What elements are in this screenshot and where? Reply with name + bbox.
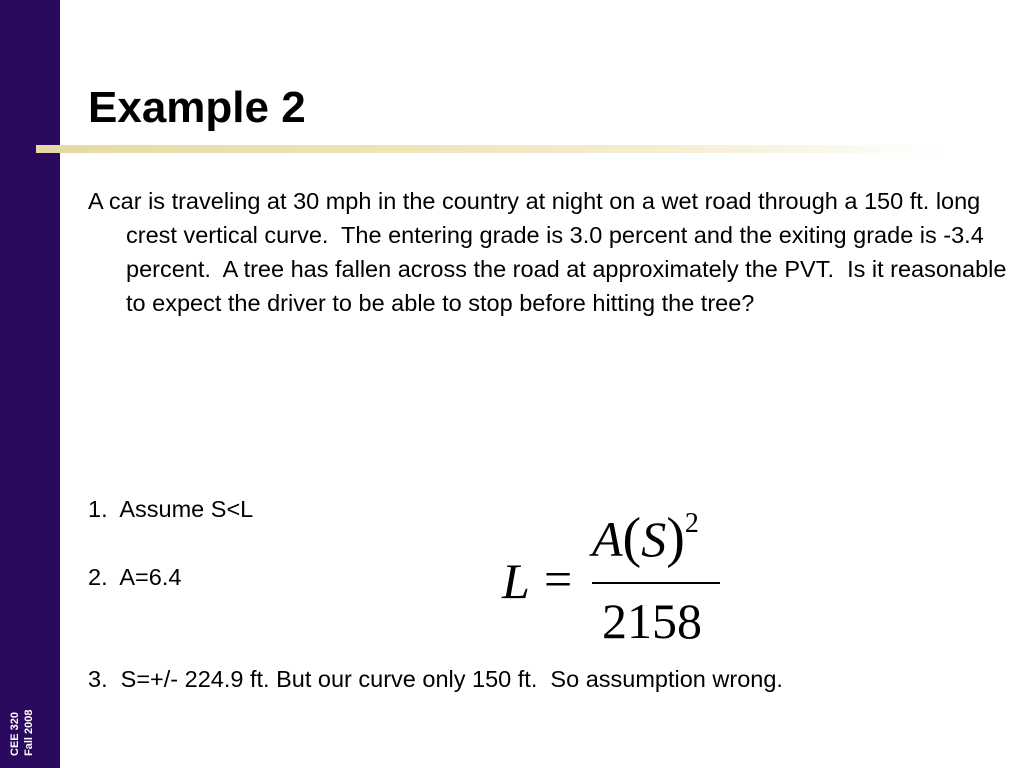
step-2: 2. A=6.4 [88,564,182,590]
equation-numerator [592,506,699,570]
sidebar-band [0,0,60,768]
equation-var-s: S [641,511,667,567]
equation-lhs: L [502,553,530,609]
equation-denominator: 2158 [602,593,702,649]
course-label-line2: Fall 2008 [23,709,35,756]
slide-title: Example 2 [88,83,306,132]
step-1: 1. Assume S<L [88,496,254,522]
course-label [8,676,48,756]
equation-var-a: A [592,511,623,567]
curve-length-equation [500,500,730,660]
equation-exponent: 2 [684,508,699,540]
equation-fraction-bar [592,582,720,584]
title-underline-rule [36,145,946,153]
equation-equals: = [544,551,573,607]
equation-open-paren: ( [622,507,642,569]
step-3: 3. S=+/- 224.9 ft. But our curve only 150 ft. So assumption wrong. [88,666,783,692]
problem-statement: A car is traveling at 30 mph in the country at night on a wet road through a 150 ft. long crest vertical curve. The entering grade is 3.0 percent and the exiting grade is -3.4 percent. A tree has fallen across the road at approximately the PVT. Is it reasonable to expect the driver to be able to stop before hitting the tree? [88,188,1013,316]
course-label-line1: CEE 320 [9,711,21,756]
equation-close-paren: ) [666,507,685,569]
